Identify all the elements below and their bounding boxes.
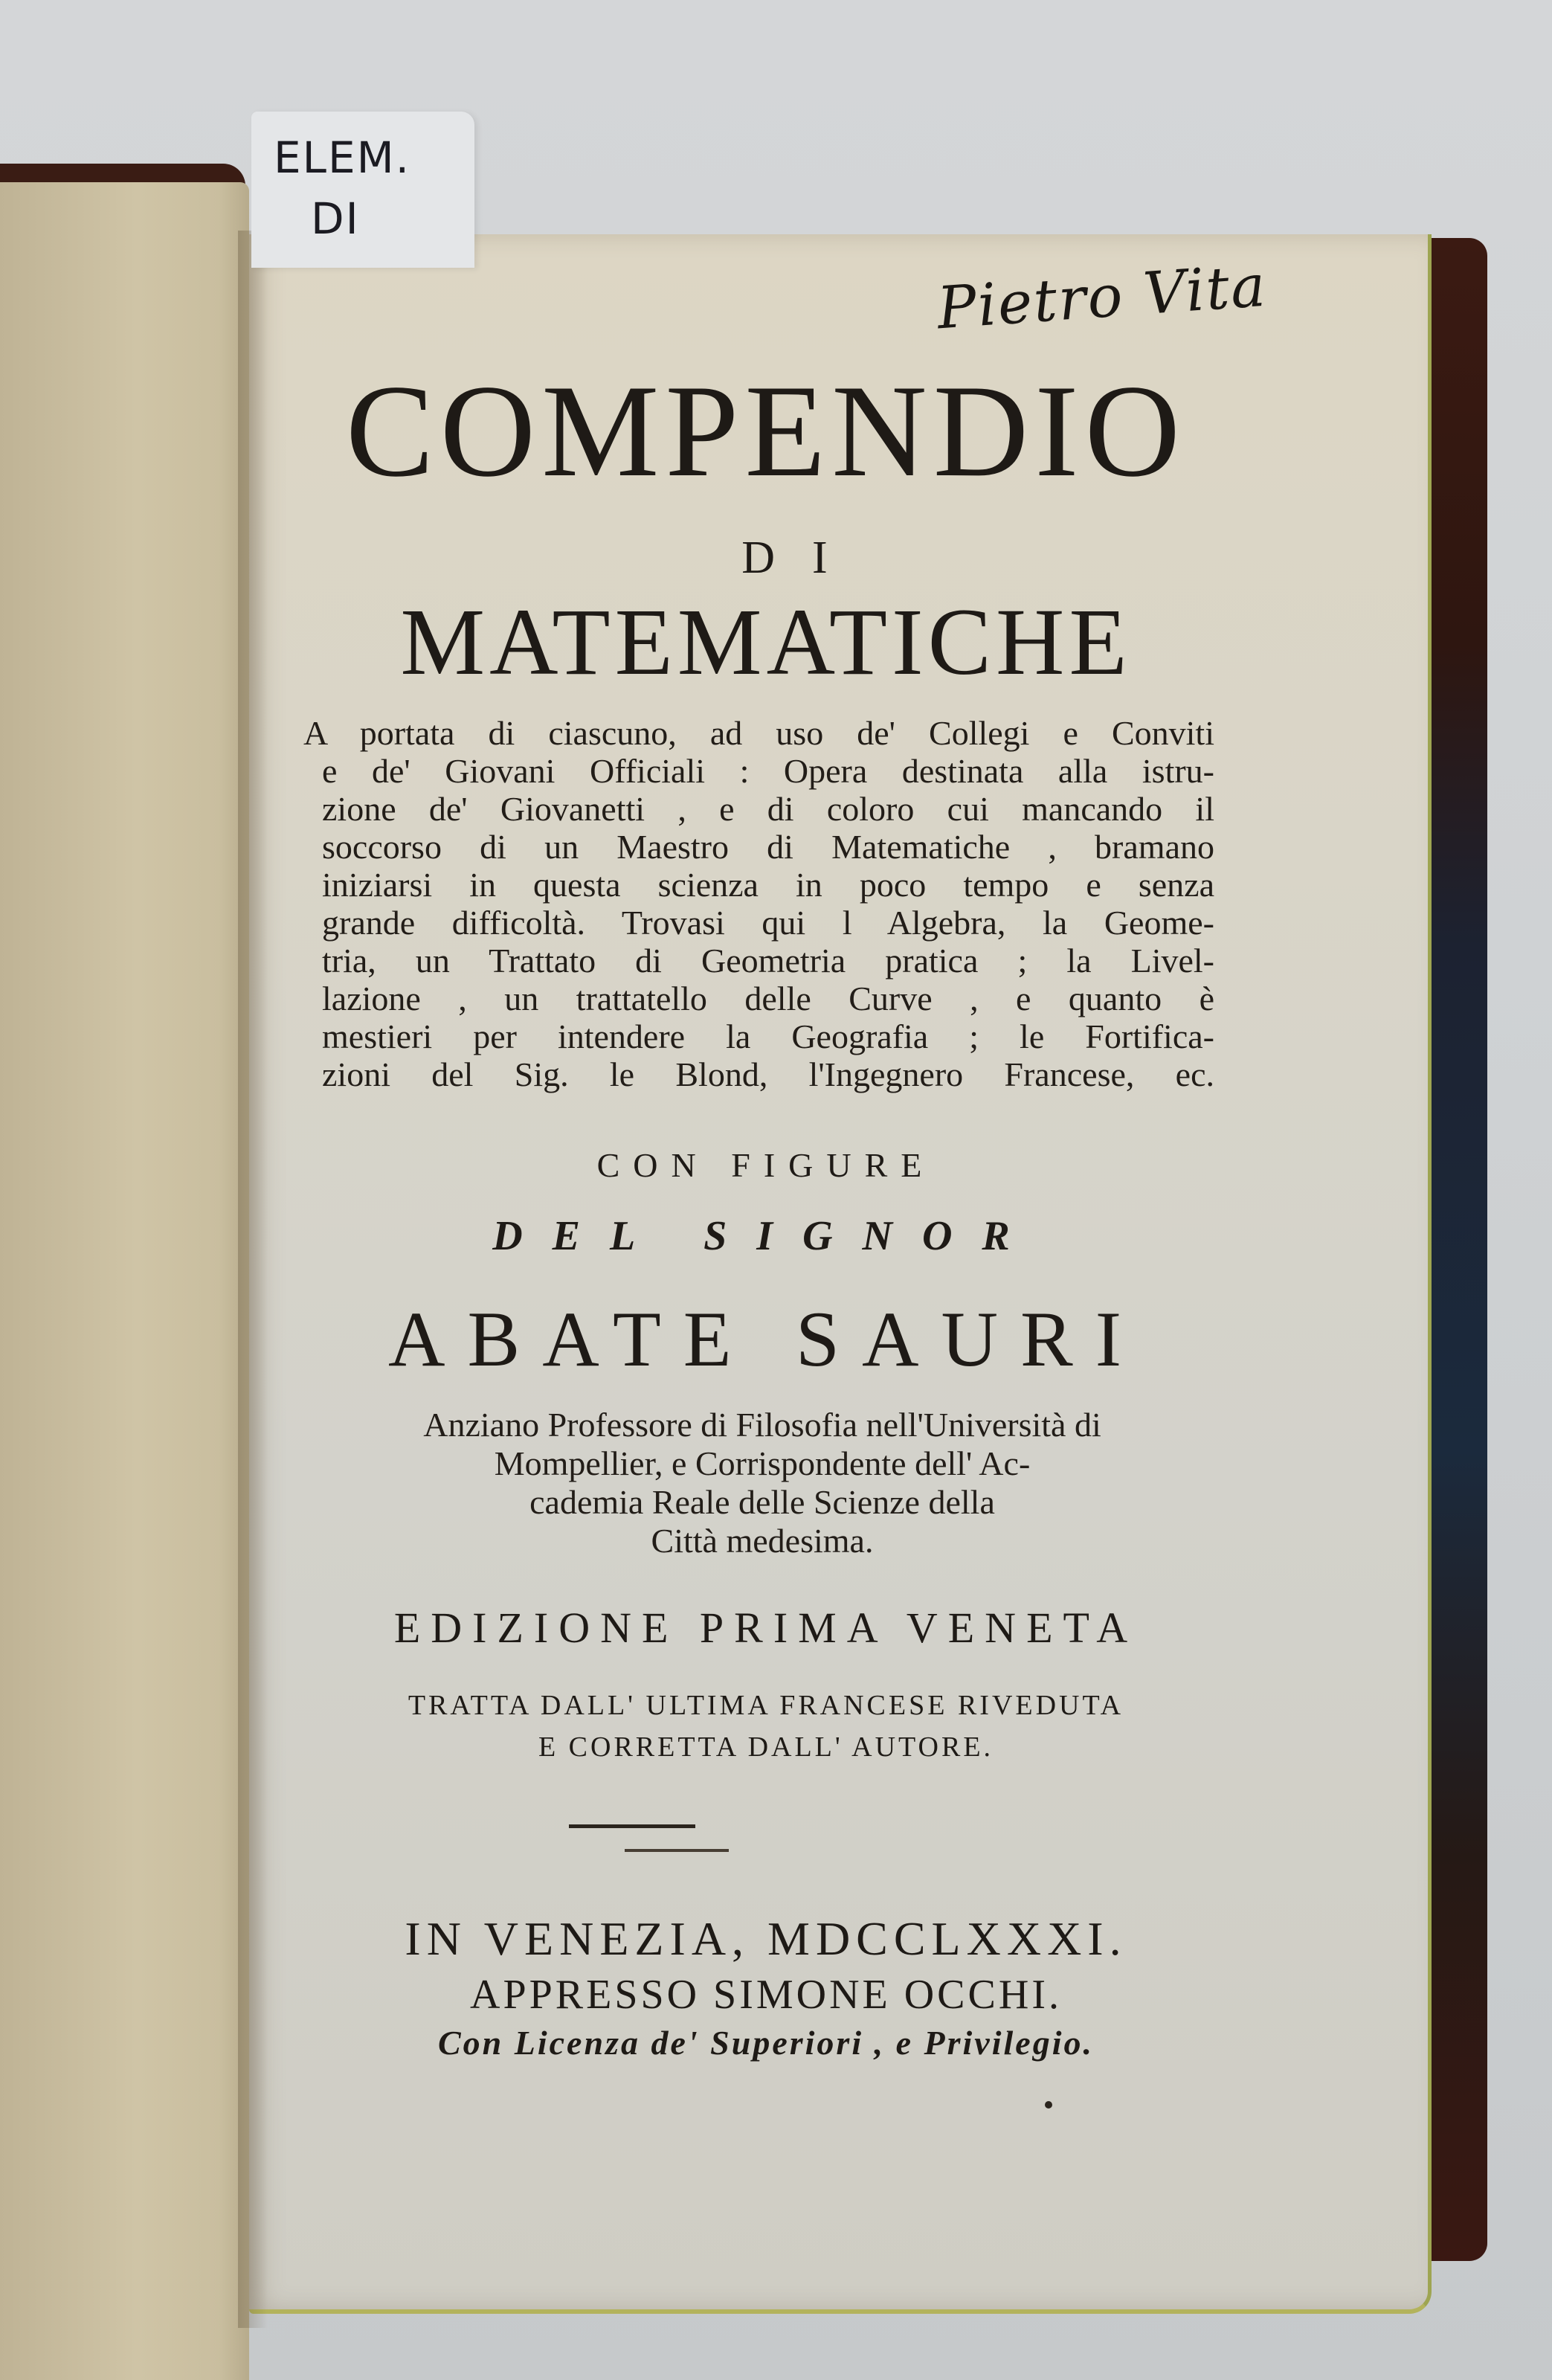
imprint-city-year: IN VENEZIA, MDCCLXXXI. (405, 1912, 1127, 1965)
description-line: grande difficoltà. Trovasi qui l Algebra, la Geome- (322, 904, 1214, 942)
book-subject: MATEMATICHE (400, 589, 1132, 695)
description-line: lazione , un trattatello delle Curve , e quanto è (322, 980, 1214, 1017)
del-signor-line: DEL SIGNOR (492, 1213, 1040, 1259)
gutter-shadow (238, 231, 268, 2328)
description-line: tria, un Trattato di Geometria pratica ; la Livel- (322, 942, 1214, 980)
description-block (303, 714, 1214, 1093)
con-figure-line: CON FIGURE (596, 1146, 936, 1184)
label-line-2: DI (311, 193, 360, 244)
author-affiliation (297, 1406, 1227, 1560)
title-connector: DI (741, 533, 865, 583)
paper-label-slip (251, 112, 474, 268)
decorative-rule (625, 1849, 729, 1852)
affiliation-line: Anziano Professore di Filosofia nell'Università di (423, 1406, 1101, 1444)
imprint-license: Con Licenza de' Superiori , e Privilegio. (438, 2024, 1094, 2062)
edition-note-line: E CORRETTA DALL' AUTORE. (538, 1731, 994, 1763)
book-title: COMPENDIO (345, 357, 1187, 504)
affiliation-line: cademia Reale delle Scienze della (529, 1483, 995, 1521)
left-endpaper (0, 182, 249, 2380)
handwritten-signature: Pietro Vita (935, 252, 1269, 343)
label-line-1: ELEM. (274, 132, 411, 183)
affiliation-line: Mompellier, e Corrispondente dell' Ac- (494, 1444, 1031, 1482)
affiliation-line: Città medesima. (651, 1522, 874, 1560)
description-line: zione de' Giovanetti , e di coloro cui mancando il (322, 790, 1214, 828)
author-name: ABATE SAURI (387, 1296, 1144, 1383)
edition-statement: EDIZIONE PRIMA VENETA (393, 1604, 1139, 1652)
description-line: e de' Giovani Officiali : Opera destinata alla istru- (322, 752, 1214, 790)
ink-speck (1045, 2101, 1052, 2109)
edition-note-line: TRATTA DALL' ULTIMA FRANCESE RIVEDUTA (408, 1690, 1124, 1721)
decorative-rule (569, 1824, 695, 1828)
imprint-publisher: APPRESSO SIMONE OCCHI. (470, 1972, 1062, 2018)
description-line: A portata di ciascuno, ad uso de' Collegi e Conviti (303, 714, 1214, 752)
description-line: zioni del Sig. le Blond, l'Ingegnero Francese, ec. (322, 1055, 1214, 1093)
edition-note (283, 1685, 1249, 1768)
description-line: iniziarsi in questa scienza in poco tempo e senza (322, 866, 1214, 904)
description-line: soccorso di un Maestro di Matematiche , bramano (322, 828, 1214, 866)
description-line: mestieri per intendere la Geografia ; le Fortifica- (322, 1017, 1214, 1055)
